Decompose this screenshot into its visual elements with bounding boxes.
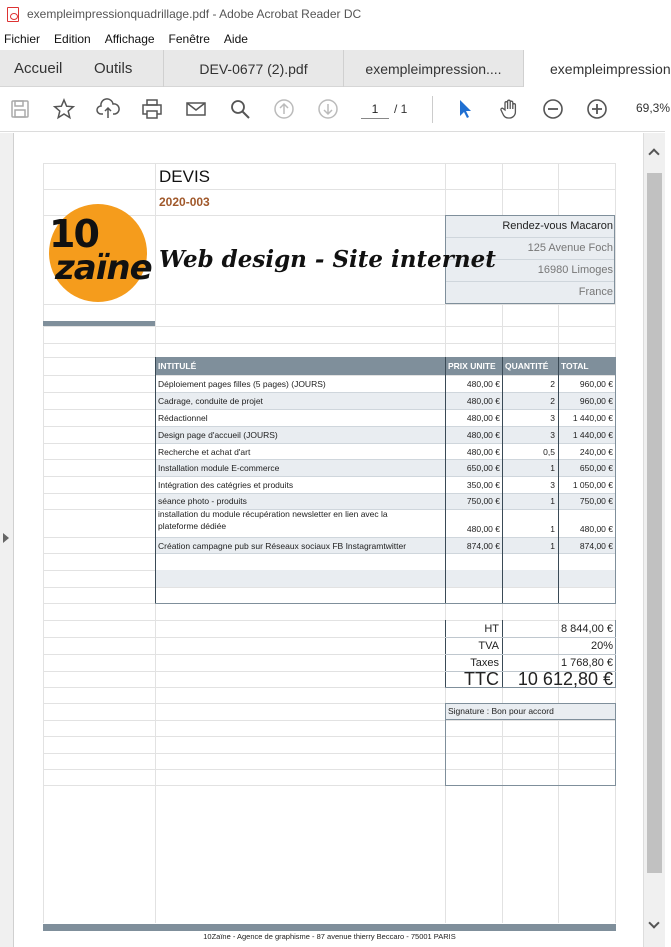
tab-document-1[interactable]: DEV-0677 (2).pdf [164, 50, 344, 87]
item-label: Installation module E-commerce [158, 463, 280, 473]
item-total: 960,00 € [579, 396, 613, 406]
menu-aide[interactable]: Aide [223, 32, 248, 46]
scroll-up-icon[interactable] [648, 148, 659, 159]
item-total: 874,00 € [579, 541, 613, 551]
toolbar [0, 87, 671, 132]
menu-fichier[interactable]: Fichier [4, 32, 41, 46]
item-total: 960,00 € [579, 379, 613, 389]
pointer-icon[interactable] [454, 98, 476, 120]
item-label: Design page d'accueil (JOURS) [158, 430, 278, 440]
tva-label: TVA [478, 640, 499, 652]
window-title: exempleimpressionquadrillage.pdf - Adobe Acrobat Reader DC [27, 7, 362, 21]
item-label: Création campagne pub sur Réseaux sociaux FB Instagramtwitter [158, 541, 407, 551]
vertical-scrollbar[interactable] [643, 133, 665, 947]
item-qty: 1 [550, 524, 555, 534]
taxes-value: 1 768,80 € [561, 657, 613, 669]
page-number-input[interactable]: 1 [361, 99, 389, 119]
item-total: 1 440,00 € [572, 413, 613, 423]
signature-label: Signature : Bon pour accord [448, 706, 554, 716]
invoice-grid [43, 163, 617, 941]
item-price: 480,00 € [466, 379, 500, 389]
separator-bar [43, 321, 155, 326]
mail-icon[interactable] [185, 98, 207, 120]
header-price: PRIX UNITE [448, 361, 496, 371]
item-qty: 0,5 [543, 447, 555, 457]
item-qty: 3 [550, 430, 555, 440]
pdf-file-icon [7, 7, 19, 22]
search-icon[interactable] [229, 98, 251, 120]
taxes-label: Taxes [470, 657, 499, 669]
item-price: 750,00 € [466, 496, 500, 506]
footer-text: 10Zaïne - Agence de graphisme - 87 avenue thierry Beccaro - 75001 PARIS [203, 932, 456, 941]
item-total: 750,00 € [579, 496, 613, 506]
star-icon[interactable] [53, 98, 75, 120]
zoom-in-icon[interactable] [586, 98, 608, 120]
pdf-page [14, 133, 643, 947]
item-label: Intégration des catégries et produits [158, 480, 294, 490]
zoom-level[interactable]: 69,3% [636, 101, 671, 115]
left-panel-toggle[interactable] [0, 133, 14, 947]
logo-text-10: 10 [49, 212, 98, 256]
tab-outils[interactable]: Outils [78, 50, 164, 87]
tva-value: 20% [590, 640, 613, 652]
arrow-up-icon[interactable] [273, 98, 295, 120]
hand-icon[interactable] [498, 98, 520, 120]
item-qty: 1 [550, 463, 555, 473]
ttc-label: TTC [464, 669, 499, 689]
menu-edition[interactable]: Edition [54, 32, 91, 46]
upload-icon[interactable] [97, 98, 119, 120]
item-price: 650,00 € [466, 463, 500, 473]
ttc-value: 10 612,80 € [517, 669, 613, 689]
tab-document-2[interactable]: exempleimpression.... [344, 50, 524, 87]
header-total: TOTAL [561, 361, 589, 371]
menu-affichage[interactable]: Affichage [104, 32, 155, 46]
expand-arrow-icon[interactable] [3, 533, 9, 543]
item-price: 480,00 € [466, 396, 500, 406]
item-price: 480,00 € [466, 447, 500, 457]
arrow-down-icon[interactable] [317, 98, 339, 120]
document-title: DEVIS [159, 167, 211, 186]
item-price: 480,00 € [466, 524, 500, 534]
item-qty: 2 [550, 379, 555, 389]
scroll-down-icon[interactable] [648, 917, 659, 928]
client-country: France [578, 286, 613, 298]
page-total: / 1 [394, 102, 408, 116]
item-total: 1 050,00 € [572, 480, 613, 490]
item-total: 240,00 € [579, 447, 613, 457]
client-street: 125 Avenue Foch [527, 242, 613, 254]
menu-bar [0, 28, 665, 50]
tab-document-3[interactable]: exempleimpression [524, 50, 665, 87]
item-qty: 2 [550, 396, 555, 406]
header-qty: QUANTITÉ [505, 361, 549, 371]
item-total: 480,00 € [579, 524, 613, 534]
item-total: 1 440,00 € [572, 430, 613, 440]
header-label: INTITULÉ [158, 361, 197, 371]
menu-fenetre[interactable]: Fenêtre [168, 32, 210, 46]
item-label: séance photo - produits [158, 496, 247, 506]
item-qty: 3 [550, 413, 555, 423]
item-price: 480,00 € [466, 430, 500, 440]
item-qty: 1 [550, 541, 555, 551]
quote-number: 2020-003 [159, 195, 210, 209]
client-name: Rendez-vous Macaron [502, 220, 613, 232]
toolbar-divider [432, 96, 433, 123]
zoom-out-icon[interactable] [542, 98, 564, 120]
item-label-continued: plateforme dédiée [158, 521, 227, 531]
item-price: 350,00 € [466, 480, 500, 490]
item-label: Cadrage, conduite de projet [158, 396, 263, 406]
tagline: Web design - Site internet [159, 246, 496, 273]
item-label: Rédactionnel [158, 413, 208, 423]
client-city: 16980 Limoges [537, 264, 613, 276]
item-label: installation du module récupération newsletter en lien avec la [158, 509, 388, 519]
logo-text-zaine: zaïne [55, 248, 152, 288]
footer-bar [43, 924, 616, 931]
item-label: Déploiement pages filles (5 pages) (JOURS) [158, 379, 326, 389]
title-bar [0, 0, 665, 28]
item-label: Recherche et achat d'art [158, 447, 251, 457]
item-qty: 3 [550, 480, 555, 490]
scrollbar-thumb[interactable] [647, 173, 662, 873]
print-icon[interactable] [141, 98, 163, 120]
item-qty: 1 [550, 496, 555, 506]
item-price: 874,00 € [466, 541, 500, 551]
save-icon[interactable] [9, 98, 31, 120]
ht-label: HT [484, 623, 499, 635]
tab-bar [0, 50, 671, 87]
tab-accueil[interactable]: Accueil [14, 60, 63, 77]
item-total: 650,00 € [579, 463, 613, 473]
item-price: 480,00 € [466, 413, 500, 423]
ht-value: 8 844,00 € [561, 623, 613, 635]
